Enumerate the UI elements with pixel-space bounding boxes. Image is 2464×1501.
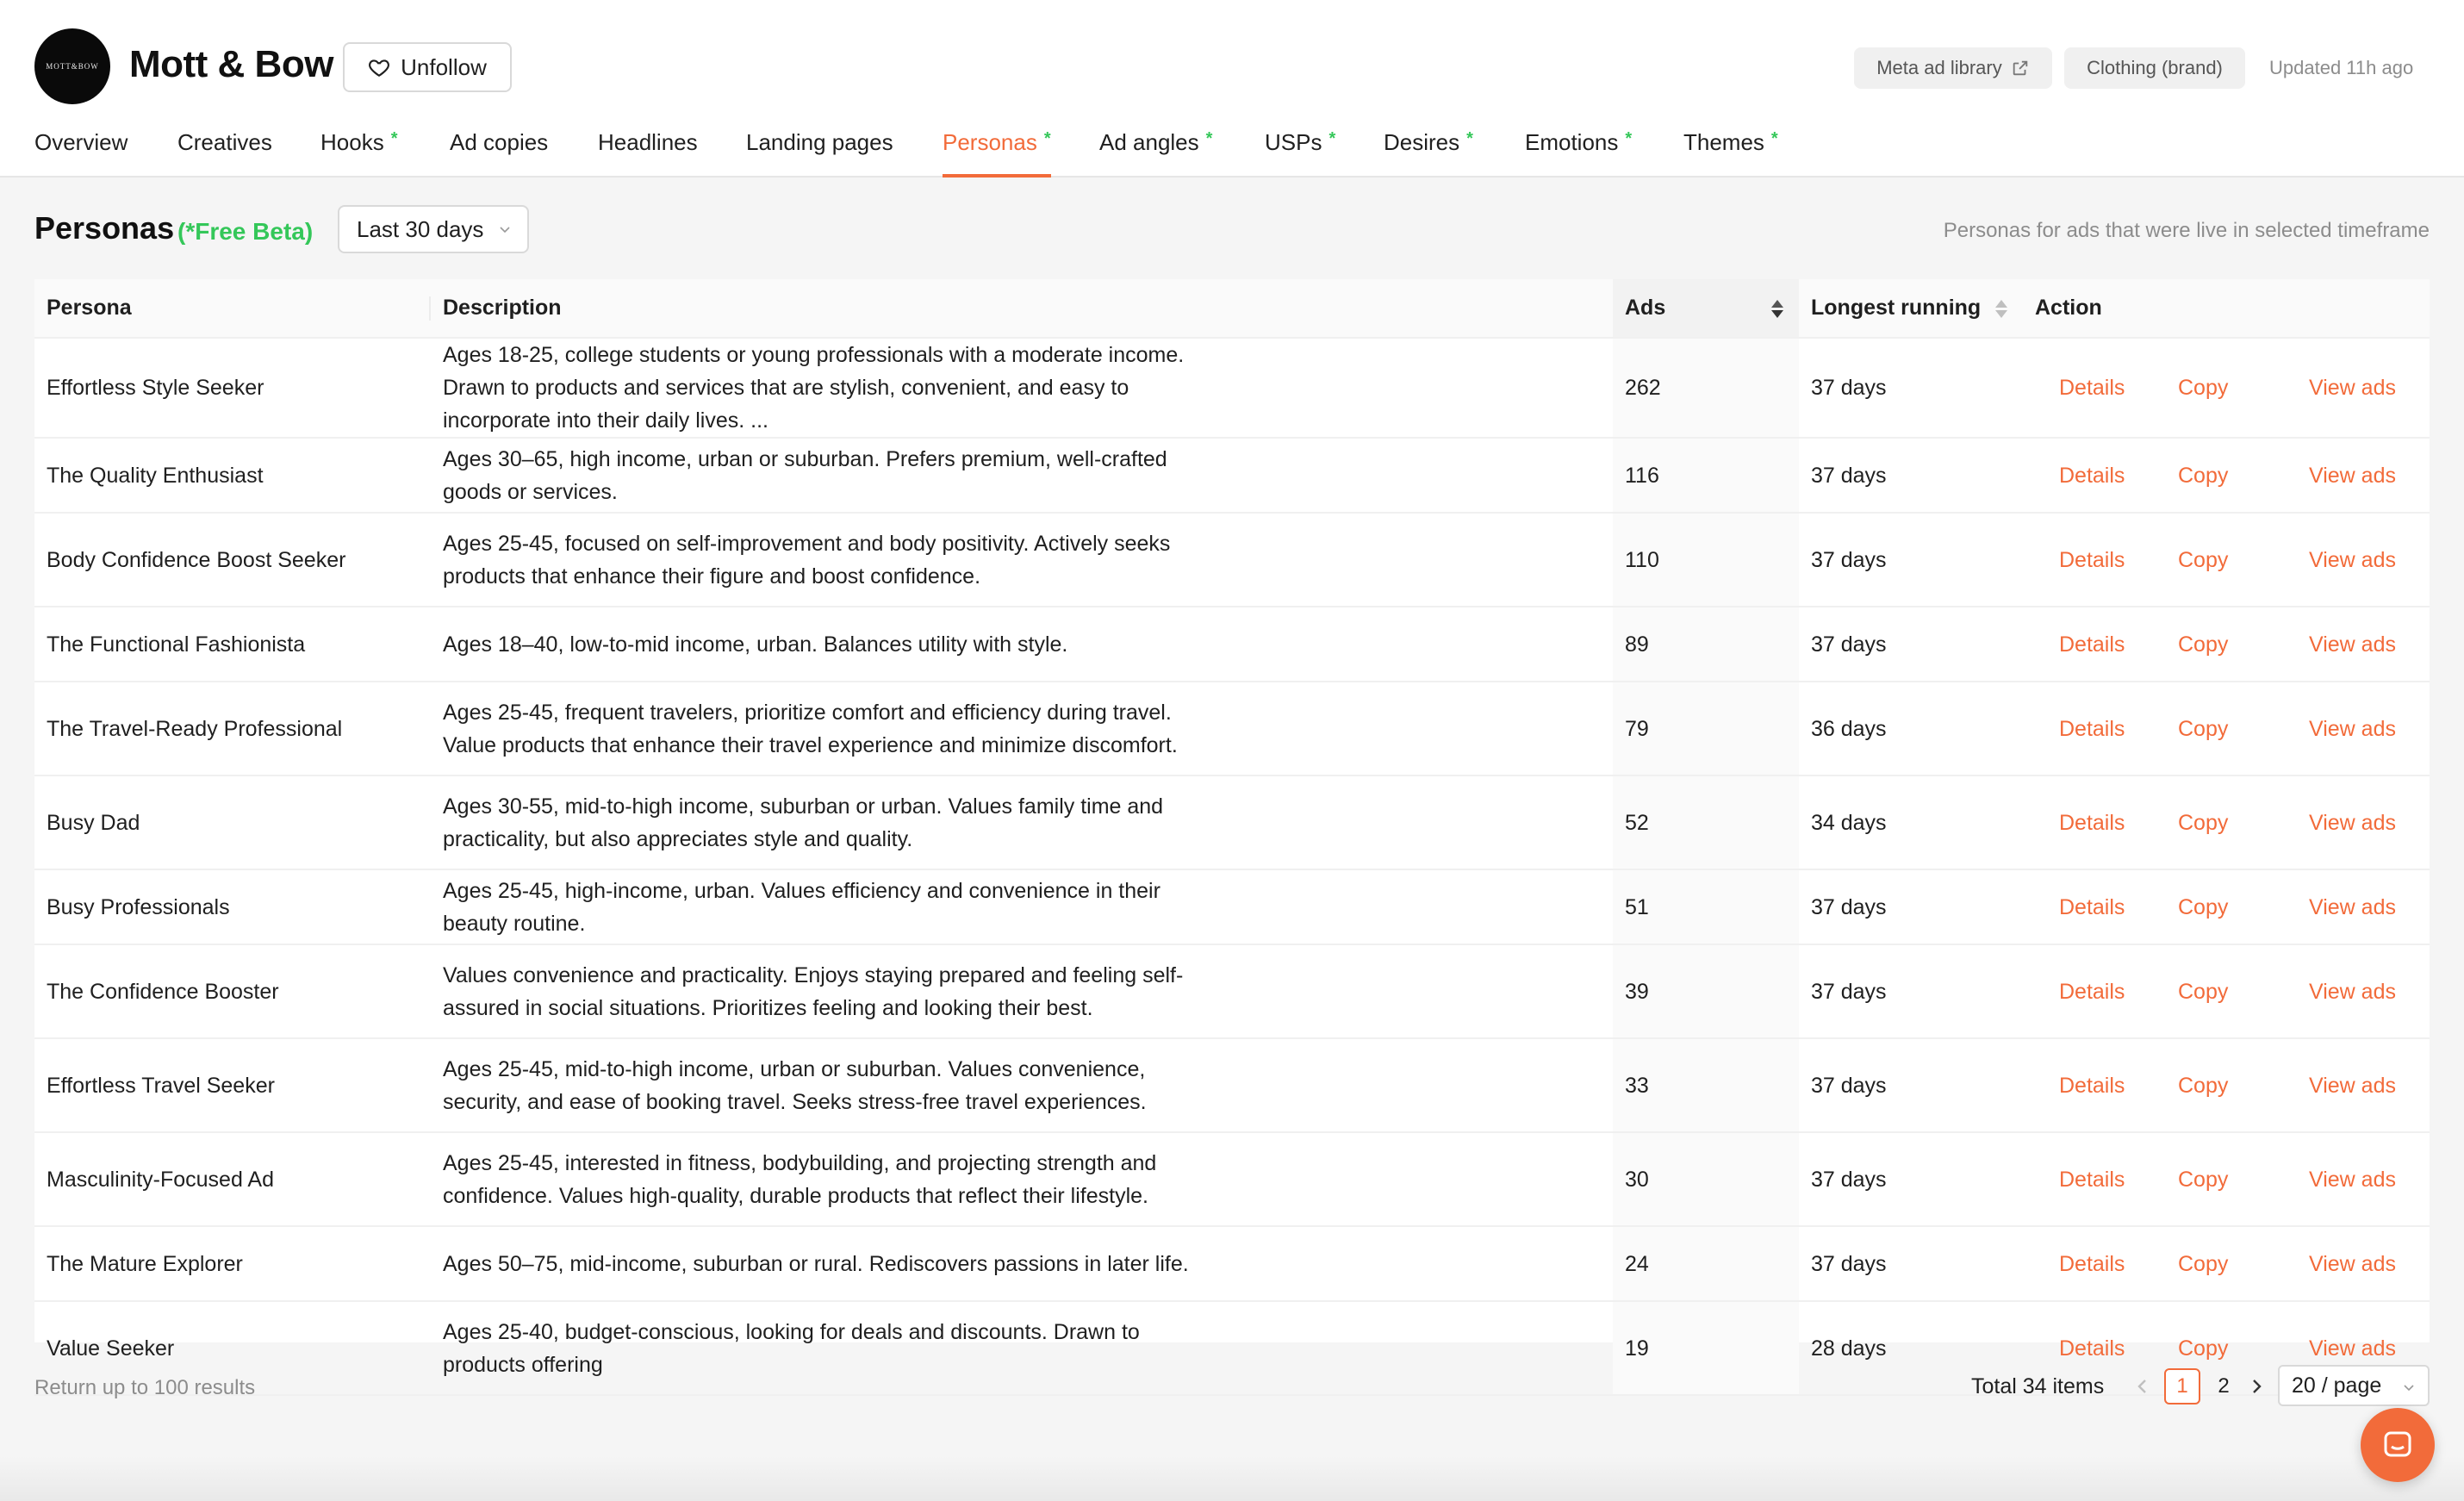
longest-running: 28 days <box>1799 1301 2023 1395</box>
longest-running: 37 days <box>1799 1226 2023 1301</box>
table-body <box>34 338 2430 1395</box>
table-row <box>34 1038 2430 1132</box>
persona-name: Effortless Travel Seeker <box>34 1038 431 1132</box>
details-link[interactable]: Details <box>2059 632 2125 657</box>
view-ads-link[interactable]: View ads <box>2309 547 2396 572</box>
page-button-2[interactable]: 2 <box>2218 1374 2230 1398</box>
ads-count: 89 <box>1613 607 1799 682</box>
chat-icon <box>2380 1428 2415 1462</box>
details-link[interactable]: Details <box>2059 716 2125 741</box>
view-ads-link[interactable]: View ads <box>2309 894 2396 919</box>
table-row <box>34 338 2430 438</box>
ads-count: 110 <box>1613 513 1799 607</box>
row-actions <box>2023 1132 2430 1226</box>
copy-link[interactable]: Copy <box>2178 547 2229 572</box>
longest-running: 34 days <box>1799 775 2023 869</box>
persona-name: Value Seeker <box>34 1301 431 1395</box>
ads-count: 262 <box>1613 338 1799 438</box>
meta-ad-library-button[interactable] <box>1854 47 2052 89</box>
persona-description: Ages 25-45, high-income, urban. Values efficiency and convenience in their beauty routine. <box>431 869 1613 944</box>
longest-running: 36 days <box>1799 682 2023 775</box>
details-link[interactable]: Details <box>2059 810 2125 835</box>
view-ads-link[interactable]: View ads <box>2309 810 2396 835</box>
copy-link[interactable]: Copy <box>2178 632 2229 657</box>
persona-name: The Functional Fashionista <box>34 607 431 682</box>
row-actions <box>2023 944 2430 1038</box>
copy-link[interactable]: Copy <box>2178 979 2229 1004</box>
page-size-select[interactable] <box>2278 1365 2430 1406</box>
tab-hooks[interactable]: Hooks * <box>320 129 398 155</box>
persona-name: Busy Dad <box>34 775 431 869</box>
personas-table <box>34 279 2430 1377</box>
view-ads-link[interactable]: View ads <box>2309 1167 2396 1192</box>
table-row <box>34 438 2430 513</box>
table-header-row <box>34 279 2430 338</box>
details-link[interactable]: Details <box>2059 1251 2125 1276</box>
longest-running: 37 days <box>1799 607 2023 682</box>
previous-page-icon[interactable] <box>2131 1373 2154 1399</box>
details-link[interactable]: Details <box>2059 376 2125 400</box>
details-link[interactable]: Details <box>2059 463 2125 488</box>
category-badge: Clothing (brand) <box>2064 47 2245 89</box>
table-row <box>34 513 2430 607</box>
tab-headlines[interactable]: Headlines <box>598 129 698 155</box>
copy-link[interactable]: Copy <box>2178 894 2229 919</box>
new-star-marker: * <box>1625 129 1633 148</box>
tab-creatives[interactable]: Creatives <box>177 129 272 155</box>
persona-name: The Quality Enthusiast <box>34 438 431 513</box>
heart-icon <box>368 56 390 78</box>
column-header-ads[interactable]: Ads <box>1613 279 1799 338</box>
timeframe-note: Personas for ads that were live in selected timeframe <box>1943 219 2430 242</box>
longest-running: 37 days <box>1799 1038 2023 1132</box>
ads-count: 51 <box>1613 869 1799 944</box>
row-actions <box>2023 607 2430 682</box>
row-actions <box>2023 513 2430 607</box>
row-actions <box>2023 338 2430 438</box>
copy-link[interactable]: Copy <box>2178 463 2229 488</box>
column-header-longest-running[interactable]: Longest running <box>1799 279 2023 338</box>
copy-link[interactable]: Copy <box>2178 1073 2229 1098</box>
persona-name: Effortless Style Seeker <box>34 338 431 438</box>
new-star-marker: * <box>390 129 398 148</box>
persona-name: The Confidence Booster <box>34 944 431 1038</box>
ads-count: 39 <box>1613 944 1799 1038</box>
row-actions <box>2023 775 2430 869</box>
view-ads-link[interactable]: View ads <box>2309 463 2396 488</box>
persona-description: Ages 50–75, mid-income, suburban or rural. Rediscovers passions in later life. <box>431 1226 1613 1301</box>
view-ads-link[interactable]: View ads <box>2309 1336 2396 1361</box>
date-range-value: Last 30 days <box>357 215 484 242</box>
table-row <box>34 607 2430 682</box>
view-ads-link[interactable]: View ads <box>2309 979 2396 1004</box>
persona-description: Ages 25-45, interested in fitness, bodybuilding, and projecting strength and confidence. Values high-quality, durable products that reflect their lifestyle. <box>431 1132 1613 1226</box>
longest-running: 37 days <box>1799 438 2023 513</box>
brand-logo-text: MOTT&BOW <box>46 62 99 71</box>
ads-count: 52 <box>1613 775 1799 869</box>
details-link[interactable]: Details <box>2059 1336 2125 1361</box>
row-actions <box>2023 1038 2430 1132</box>
new-star-marker: * <box>1466 129 1473 148</box>
persona-name: Body Confidence Boost Seeker <box>34 513 431 607</box>
persona-description: Ages 25-45, frequent travelers, prioritize comfort and efficiency during travel. Value products that enhance their travel experience and minimize discomfort. <box>431 682 1613 775</box>
ads-count: 19 <box>1613 1301 1799 1395</box>
tab-ad-angles[interactable]: Ad angles * <box>1099 129 1213 155</box>
sort-icon <box>1771 300 1783 318</box>
unfollow-button[interactable] <box>343 42 512 92</box>
tab-landing-pages[interactable]: Landing pages <box>746 129 893 155</box>
view-ads-link[interactable]: View ads <box>2309 376 2396 400</box>
tab-themes[interactable]: Themes * <box>1683 129 1778 155</box>
chevron-down-icon <box>2402 1380 2416 1394</box>
tab-personas[interactable]: Personas * <box>943 122 1051 178</box>
table-row <box>34 682 2430 775</box>
row-actions <box>2023 1226 2430 1301</box>
table-row <box>34 775 2430 869</box>
persona-name: Masculinity-Focused Ad <box>34 1132 431 1226</box>
details-link[interactable]: Details <box>2059 1167 2125 1192</box>
support-chat-button[interactable] <box>2361 1408 2435 1482</box>
page-size-value: 20 / page <box>2292 1373 2382 1398</box>
beta-badge: (*Free Beta) <box>177 218 314 245</box>
row-actions <box>2023 682 2430 775</box>
persona-description: Ages 25-40, budget-conscious, looking for deals and discounts. Drawn to products offering <box>431 1301 1613 1395</box>
persona-description: Ages 30–65, high income, urban or suburban. Prefers premium, well-crafted goods or services. <box>431 438 1613 513</box>
tab-emotions[interactable]: Emotions * <box>1525 129 1633 155</box>
details-link[interactable]: Details <box>2059 979 2125 1004</box>
view-ads-link[interactable]: View ads <box>2309 632 2396 657</box>
longest-running: 37 days <box>1799 513 2023 607</box>
row-actions <box>2023 438 2430 513</box>
meta-ad-library-label: Meta ad library <box>1876 57 2002 78</box>
tab-desires[interactable]: Desires * <box>1384 129 1473 155</box>
persona-description: Ages 30-55, mid-to-high income, suburban or urban. Values family time and practicality, but also appreciates style and quality. <box>431 775 1613 869</box>
longest-running: 37 days <box>1799 869 2023 944</box>
ads-count: 30 <box>1613 1132 1799 1226</box>
ads-count: 33 <box>1613 1038 1799 1132</box>
brand-logo <box>34 28 110 104</box>
tab-overview[interactable]: Overview <box>34 129 128 155</box>
page-title: Personas <box>34 210 175 246</box>
persona-description: Values convenience and practicality. Enjoys staying prepared and feeling self-assured in social situations. Prioritizes feeling and looking their best. <box>431 944 1613 1038</box>
table-row <box>34 869 2430 944</box>
table-row <box>34 1132 2430 1226</box>
persona-name: The Mature Explorer <box>34 1226 431 1301</box>
ads-count: 79 <box>1613 682 1799 775</box>
column-header-persona: Persona <box>34 279 431 338</box>
date-range-select[interactable] <box>338 205 529 253</box>
view-ads-link[interactable]: View ads <box>2309 716 2396 741</box>
brand-name: Mott & Bow <box>129 43 333 85</box>
new-star-marker: * <box>1043 129 1051 148</box>
tab-usps[interactable]: USPs * <box>1265 129 1336 155</box>
chevron-down-icon <box>498 222 512 236</box>
persona-description: Ages 18–40, low-to-mid income, urban. Balances utility with style. <box>431 607 1613 682</box>
unfollow-label: Unfollow <box>401 53 487 80</box>
column-header-action: Action <box>2023 279 2430 338</box>
longest-running: 37 days <box>1799 1132 2023 1226</box>
total-items: Total 34 items <box>1971 1374 2105 1398</box>
ads-count: 24 <box>1613 1226 1799 1301</box>
longest-running: 37 days <box>1799 944 2023 1038</box>
table-row <box>34 944 2430 1038</box>
copy-link[interactable]: Copy <box>2178 1167 2229 1192</box>
column-header-description: Description <box>431 279 1613 338</box>
section-tabs <box>34 122 1804 178</box>
page-button-1[interactable]: 1 <box>2164 1368 2200 1404</box>
persona-description: Ages 25-45, mid-to-high income, urban or suburban. Values convenience, security, and ease of booking travel. Seeks stress-free travel experiences. <box>431 1038 1613 1132</box>
persona-name: The Travel-Ready Professional <box>34 682 431 775</box>
details-link[interactable]: Details <box>2059 547 2125 572</box>
copy-link[interactable]: Copy <box>2178 1336 2229 1361</box>
external-link-icon <box>2011 59 2030 78</box>
details-link[interactable]: Details <box>2059 894 2125 919</box>
view-ads-link[interactable]: View ads <box>2309 1251 2396 1276</box>
table-row <box>34 1226 2430 1301</box>
longest-running: 37 days <box>1799 338 2023 438</box>
ads-count: 116 <box>1613 438 1799 513</box>
row-actions <box>2023 869 2430 944</box>
results-limit-note: Return up to 100 results <box>34 1376 256 1399</box>
next-page-icon[interactable] <box>2245 1373 2268 1399</box>
copy-link[interactable]: Copy <box>2178 1251 2229 1276</box>
brand-header <box>0 0 2464 178</box>
copy-link[interactable]: Copy <box>2178 810 2229 835</box>
updated-timestamp: Updated 11h ago <box>2269 57 2414 78</box>
persona-description: Ages 18-25, college students or young professionals with a moderate income. Drawn to products and services that are stylish, convenient, and easy to incorporate into their daily lives. ... <box>431 338 1613 438</box>
copy-link[interactable]: Copy <box>2178 716 2229 741</box>
window-bottom-edge <box>0 1456 2464 1501</box>
new-star-marker: * <box>1328 129 1336 148</box>
sort-icon <box>1995 300 2007 318</box>
tab-ad-copies[interactable]: Ad copies <box>450 129 549 155</box>
new-star-marker: * <box>1205 129 1213 148</box>
new-star-marker: * <box>1770 129 1778 148</box>
details-link[interactable]: Details <box>2059 1073 2125 1098</box>
persona-name: Busy Professionals <box>34 869 431 944</box>
persona-description: Ages 25-45, focused on self-improvement and body positivity. Actively seeks products that enhance their figure and boost confidence. <box>431 513 1613 607</box>
view-ads-link[interactable]: View ads <box>2309 1073 2396 1098</box>
copy-link[interactable]: Copy <box>2178 376 2229 400</box>
